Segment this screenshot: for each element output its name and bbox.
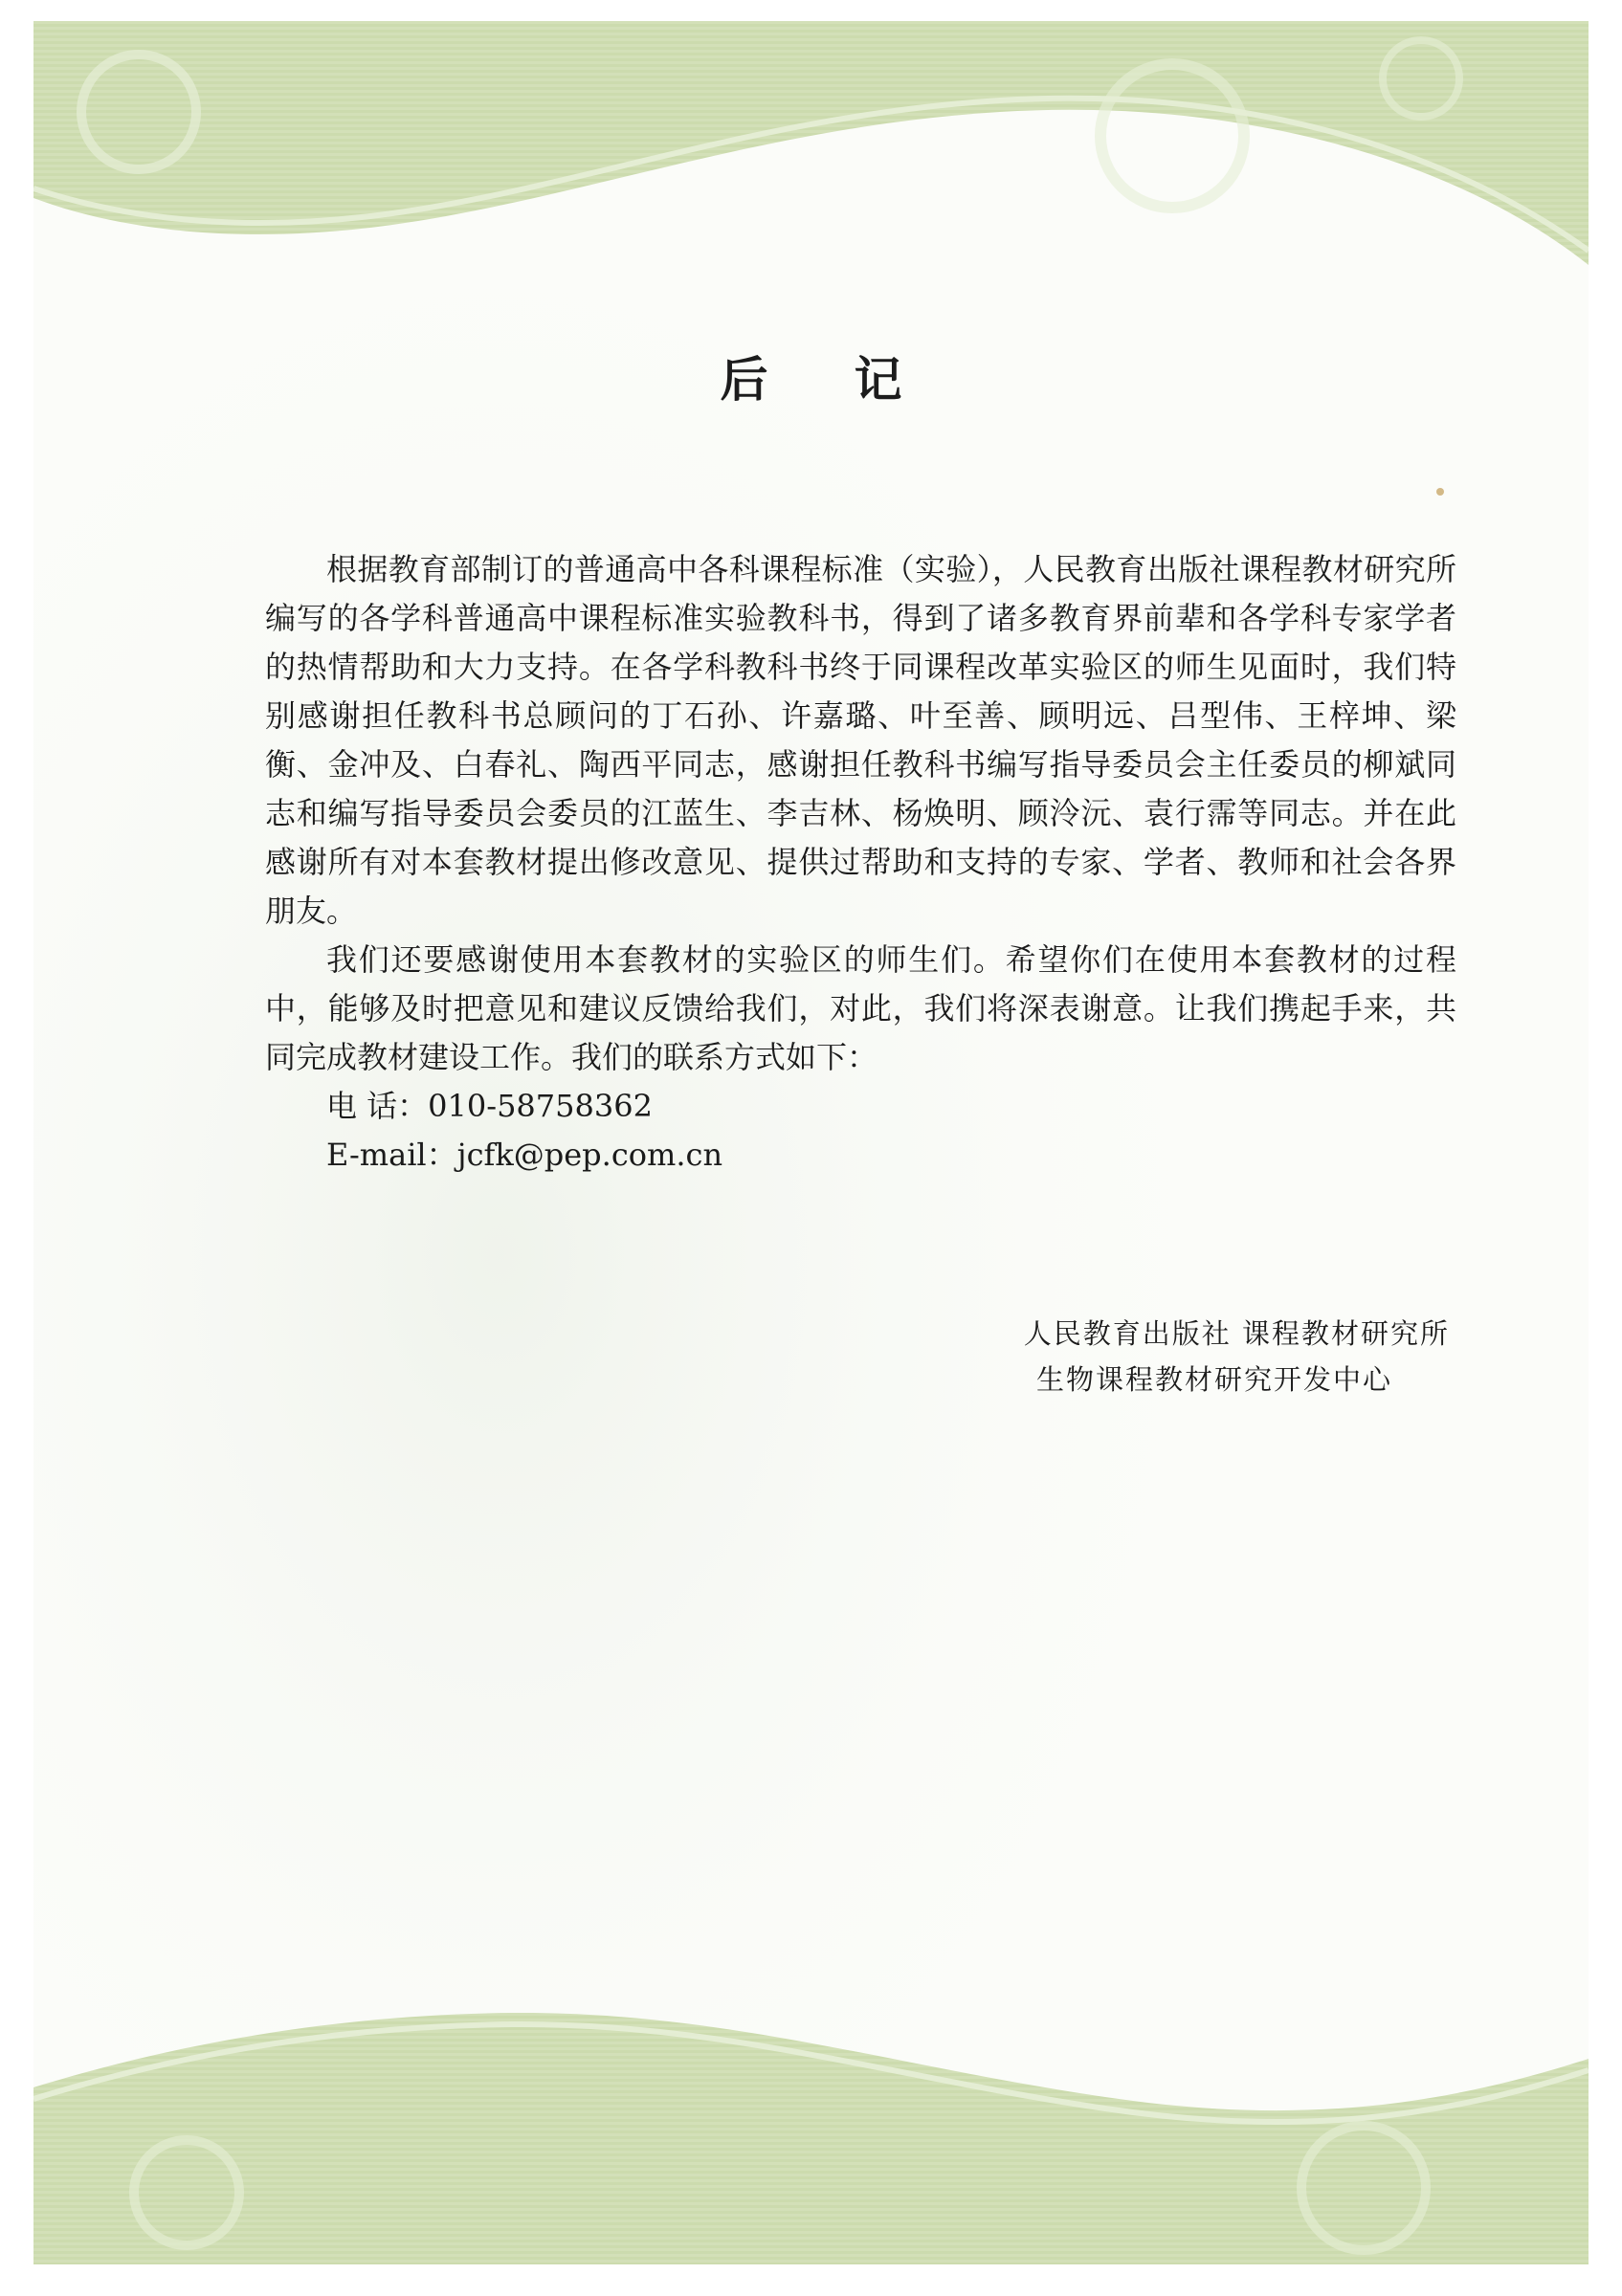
signature-block	[895, 1311, 1450, 1402]
document-content	[33, 21, 1589, 2264]
paragraph-1: 根据教育部制订的普通高中各科课程标准（实验），人民教育出版社课程教材研究所编写的各学科普通高中课程标准实验教科书，得到了诸多教育界前辈和各学科专家学者的热情帮助和大力支持。在各学科教科书终于同课程改革实验区的师生见面时，我们特别感谢担任教科书总顾问的丁石孙、许嘉璐、叶至善、顾明远、吕型伟、王梓坤、梁衡、金冲及、白春礼、陶西平同志，感谢担任教科书编写指导委员会主任委员的柳斌同志和编写指导委员会委员的江蓝生、李吉林、杨焕明、顾泠沅、袁行霈等同志。并在此感谢所有对本套教材提出修改意见、提供过帮助和支持的专家、学者、教师和社会各界朋友。	[265, 551, 1456, 929]
paper-sheet	[33, 21, 1589, 2264]
signature-line-2: 生物课程教材研究开发中心	[1035, 1363, 1392, 1396]
body-text	[265, 545, 1456, 1180]
page-title	[33, 342, 1589, 410]
phone-line: 电 话：010-58758362	[326, 1088, 653, 1124]
signature-line-1: 人民教育出版社 课程教材研究所	[1023, 1317, 1450, 1350]
paragraph-2: 我们还要感谢使用本套教材的实验区的师生们。希望你们在使用本套教材的过程中，能够及时把意见和建议反馈给我们，对此，我们将深表谢意。让我们携起手来，共同完成教材建设工作。我们的联系方式如下：	[265, 941, 1456, 1075]
title-char-1: 后	[720, 351, 768, 408]
email-line: E-mail：jcfk@pep.com.cn	[326, 1137, 723, 1173]
title-char-2: 记	[854, 351, 902, 408]
